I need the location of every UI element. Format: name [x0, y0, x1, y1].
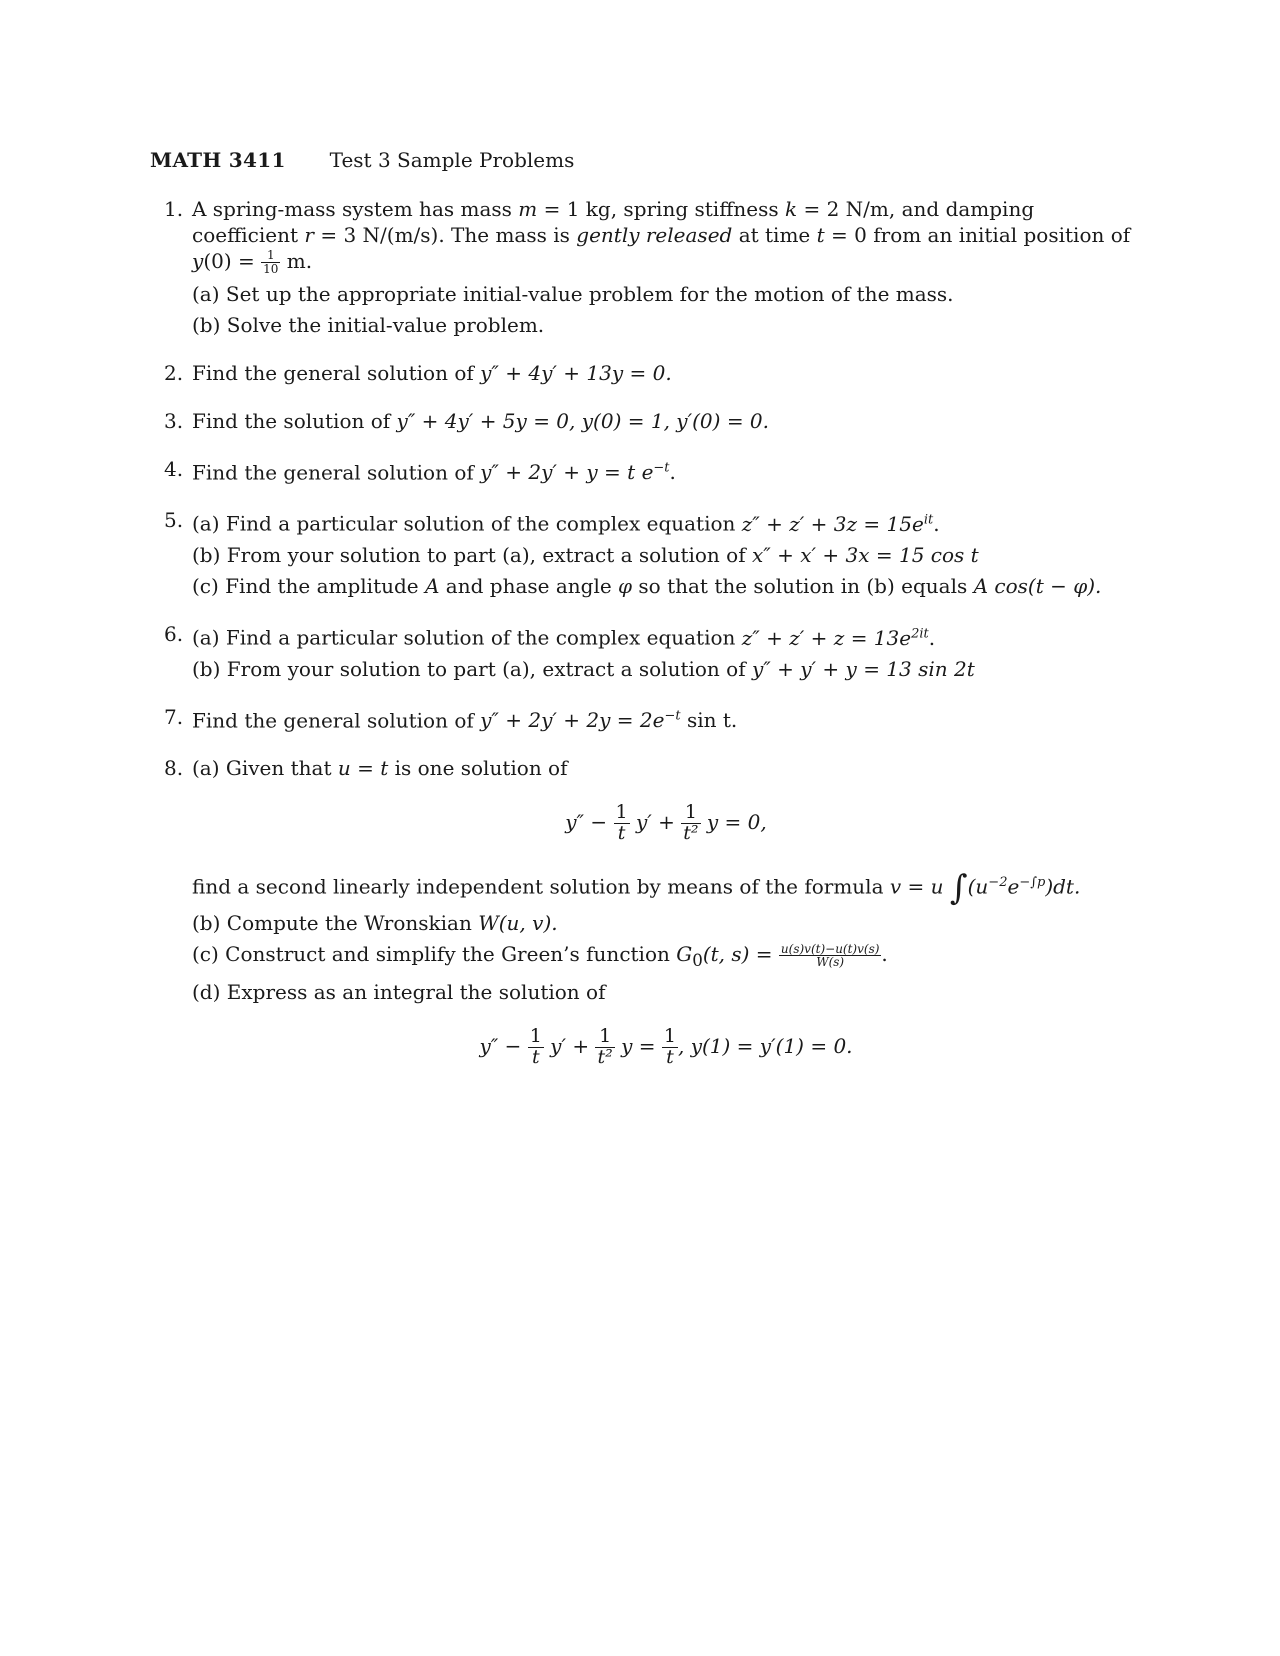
- problem-6-part-a: (a) Find a particular solution of the complex equation $z'' + z' + z = 13e^{2it}$.: [192, 625, 936, 650]
- equation: y″ + 4y′ + 13y = 0.: [480, 360, 672, 385]
- fraction: $\frac{1}{10}$: [263, 248, 279, 276]
- problem-number: 2.: [164, 360, 184, 385]
- problem-6: [150, 621, 1140, 682]
- document-page: [150, 148, 1140, 1094]
- display-equation-1: y″ − $\frac{1}{t}$ y′ + $\frac{1}{\text{t²}}$ y = 0,: [565, 801, 767, 845]
- equation: y″ + 2y′ + y = t $e^{-t}$.: [480, 460, 676, 485]
- problem-8-part-a: (a) Given that u = t is one solution of: [192, 756, 568, 781]
- equation: $y'' + 2y' + 2y = 2e^{-t}$ sin t.: [480, 708, 738, 733]
- problem-number: 5.: [164, 508, 184, 533]
- problem-number: 1.: [164, 197, 184, 221]
- problem-8: [150, 755, 1140, 1068]
- fraction: $\frac{1}{t}$: [615, 801, 628, 845]
- fraction: $\frac{1}{\text{t²}}$: [683, 801, 699, 845]
- equation: $z'' + z' + z = 13e^{2it}$.: [741, 625, 936, 650]
- problem-1-intro: A spring-mass system has mass m = 1 kg, spring stiffness k = 2 N/m, and damping coefficient r = 3 N/(m/s). The mass is gently released at time t = 0 from an initial position of y(0) = $\frac{1}{10}$ m.: [192, 197, 1131, 276]
- problem-1: [150, 196, 1140, 338]
- problem-3: 3. Find the solution of y″ + 4y′ + 5y = 0, y(0) = 1, y′(0) = 0.: [164, 408, 770, 433]
- problem-8-formula-line: find a second linearly independent solution by means of the formula v = u $\int(u^{-2}e^{-\int p})dt$.: [192, 868, 1081, 909]
- problem-list: [150, 196, 1140, 1068]
- fraction: $\frac{u(s)v(t)-u(t)v(s)}{W(s)}$: [780, 941, 880, 970]
- problem-number: 4.: [164, 456, 184, 481]
- problem-6-part-b: (b) From your solution to part (a), extract a solution of y″ + y′ + y = 13 sin 2t: [192, 656, 975, 681]
- problem-number: 3.: [164, 408, 184, 433]
- problem-1-part-b: (b) Solve the initial-value problem.: [192, 312, 545, 337]
- problem-4: 4. Find the general solution of y″ + 2y′ + y = t $e^{-t}$.: [164, 456, 676, 485]
- display-equation-2: y″ − $\frac{1}{t}$ y′ + $\frac{1}{\text{t²}}$ y = $\frac{1}{t}$ , y(1) = y′(1) = 0.: [479, 1025, 853, 1069]
- equation: y″ + 4y′ + 5y = 0, y(0) = 1, y′(0) = 0.: [396, 408, 770, 433]
- emphasis-text: gently released: [576, 223, 733, 247]
- problem-5-part-c: (c) Find the amplitude A and phase angle φ so that the solution in (b) equals A cos(t − φ).: [192, 573, 1102, 598]
- problem-5-part-b: (b) From your solution to part (a), extract a solution of x″ + x′ + 3x = 15 cos t: [192, 542, 979, 567]
- problem-8-part-d: (d) Express as an integral the solution of: [192, 980, 606, 1005]
- course-code: MATH 3411: [150, 148, 286, 172]
- problem-8-part-b: (b) Compute the Wronskian W(u, v).: [192, 911, 558, 936]
- problem-number: 7.: [164, 704, 184, 729]
- problem-8-part-c: (c) Construct and simplify the Green’s function $G_0(t$, s) = $\frac{u(s)v(t)-u(t)v(s)}{W(s)}$ .: [192, 941, 888, 971]
- problem-number: 8.: [164, 756, 184, 781]
- problem-number: 6.: [164, 621, 184, 646]
- equation: A cos(t − φ).: [973, 573, 1102, 598]
- problem-1-part-a: (a) Set up the appropriate initial-value problem for the motion of the mass.: [192, 281, 954, 306]
- problem-5-part-a: (a) Find a particular solution of the complex equation $z'' + z' + 3z = 15e^{it}$.: [192, 511, 940, 536]
- equation: x″ + x′ + 3x = 15 cos t: [751, 542, 979, 567]
- document-title: Test 3 Sample Problems: [329, 148, 575, 172]
- problem-7: 7. Find the general solution of $y'' + 2y' + 2y = 2e^{-t}$ sin t.: [164, 704, 738, 733]
- integral-sign: ∫: [949, 868, 968, 909]
- fraction: $\frac{1}{t}$: [529, 1025, 542, 1069]
- problem-2: 2. Find the general solution of y″ + 4y′ + 13y = 0.: [164, 360, 672, 385]
- problem-5: [150, 507, 1140, 599]
- equation: $z'' + z' + 3z = 15e^{it}$.: [741, 511, 940, 536]
- fraction: $\frac{1}{t}$: [663, 1025, 676, 1069]
- fraction: $\frac{1}{\text{t²}}$: [597, 1025, 613, 1069]
- page-header: [150, 148, 1140, 172]
- equation: y″ + y′ + y = 13 sin 2t: [751, 656, 975, 681]
